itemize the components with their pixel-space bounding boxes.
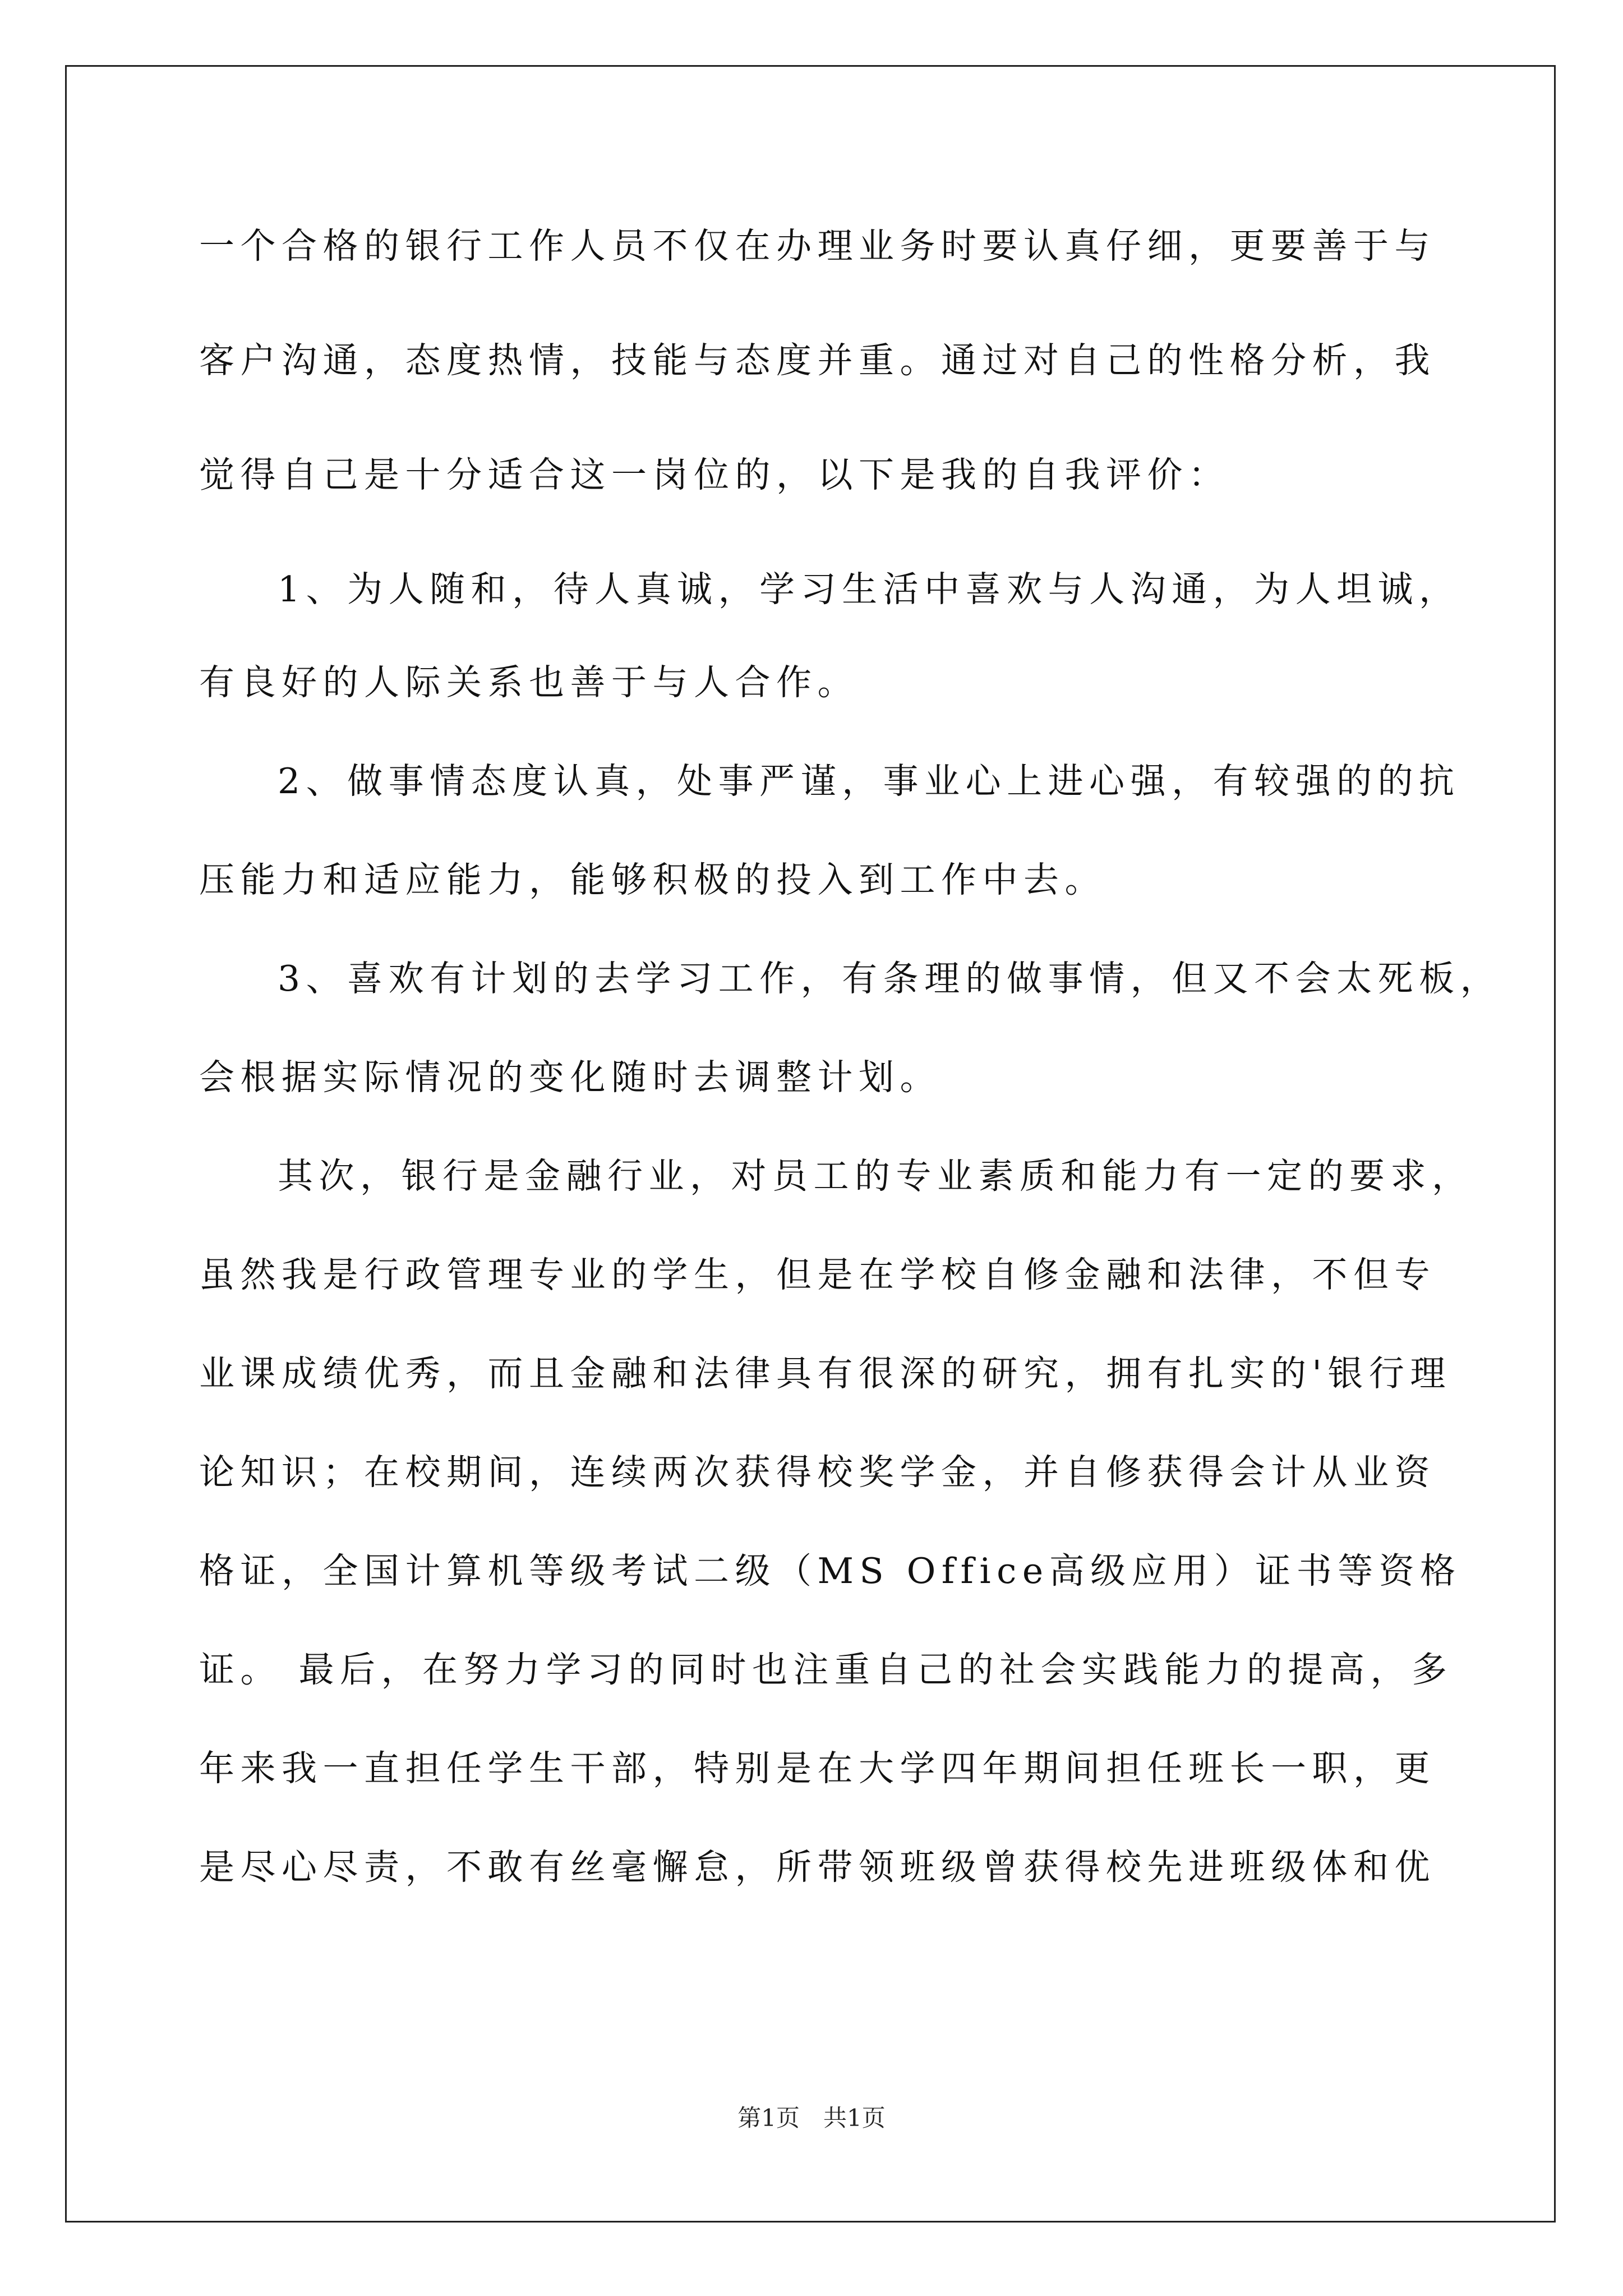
text-line: 有良好的人际关系也善于与人合作。 <box>199 662 859 703</box>
text-line: 虽然我是行政管理专业的学生，但是在学校自修金融和法律，不但专 <box>199 1254 1436 1295</box>
text-line: 客户沟通，态度热情，技能与态度并重。通过对自己的性格分析，我 <box>199 340 1436 381</box>
text-line: 2、做事情态度认真，处事严谨，事业心上进心强，有较强的的抗 <box>278 761 1460 802</box>
text-line: 其次，银行是金融行业，对员工的专业素质和能力有一定的要求， <box>278 1156 1473 1197</box>
text-line: 会根据实际情况的变化随时去调整计划。 <box>199 1057 941 1098</box>
text-line: 业课成绩优秀，而且金融和法律具有很深的研究，拥有扎实的'银行理 <box>199 1353 1451 1394</box>
text-line: 一个合格的银行工作人员不仅在办理业务时要认真仔细，更要善于与 <box>199 226 1436 266</box>
page-number: 第1页 <box>737 2104 800 2132</box>
text-line: 论知识；在校期间，连续两次获得校奖学金，并自修获得会计从业资 <box>199 1452 1436 1493</box>
page-footer <box>0 2100 1623 2133</box>
page-border <box>65 65 1556 2223</box>
text-line: 觉得自己是十分适合这一岗位的，以下是我的自我评价： <box>199 454 1230 495</box>
text-line: 压能力和适应能力，能够积极的投入到工作中去。 <box>199 859 1106 900</box>
page-total: 共1页 <box>823 2104 886 2132</box>
text-line: 证。 最后，在努力学习的同时也注重自己的社会实践能力的提高，多 <box>199 1649 1453 1690</box>
text-line: 是尽心尽责，不敢有丝毫懈怠，所带领班级曾获得校先进班级体和优 <box>199 1847 1436 1888</box>
text-line: 年来我一直担任学生干部，特别是在大学四年期间担任班长一职，更 <box>199 1748 1436 1789</box>
text-line: 1、为人随和，待人真诚，学习生活中喜欢与人沟通，为人坦诚， <box>278 569 1460 610</box>
text-line: 格证，全国计算机等级考试二级（MS Office高级应用）证书等资格 <box>199 1550 1461 1591</box>
text-line: 3、喜欢有计划的去学习工作，有条理的做事情，但又不会太死板， <box>278 958 1502 999</box>
